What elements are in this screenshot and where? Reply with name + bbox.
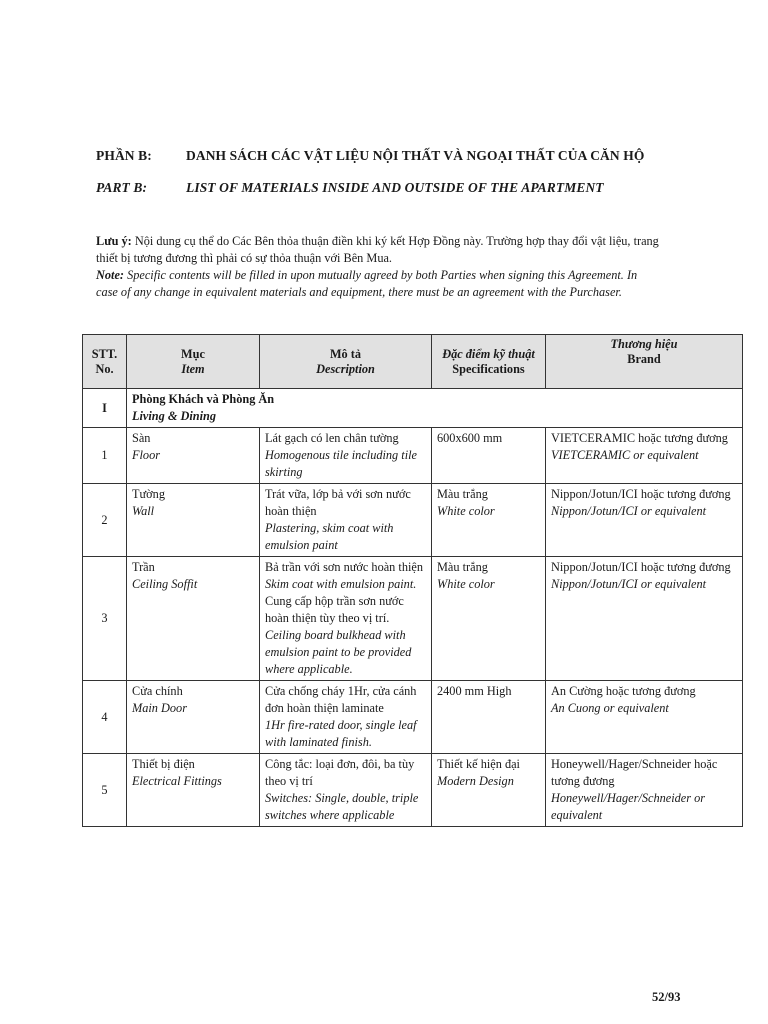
spec-cell: Màu trắng White color bbox=[432, 557, 546, 681]
note-en bbox=[96, 267, 661, 301]
table-row bbox=[83, 428, 743, 484]
spec-cell: 600x600 mm bbox=[432, 428, 546, 484]
table-row bbox=[83, 754, 743, 827]
table-row bbox=[83, 681, 743, 754]
part-title: LIST OF MATERIALS INSIDE AND OUTSIDE OF THE APARTMENT bbox=[186, 180, 604, 195]
row-number: 5 bbox=[83, 754, 127, 827]
table-row bbox=[83, 484, 743, 557]
row-number: 3 bbox=[83, 557, 127, 681]
description-cell: Công tắc: loại đơn, đôi, ba tùy theo vị trí Switches: Single, double, triple switches where applicable bbox=[260, 754, 432, 827]
description-cell: Bả trần với sơn nước hoàn thiện Skim coat with emulsion paint. Cung cấp hộp trần sơn nước hoàn thiện tùy theo vị trí. Ceiling board bulkhead with emulsion paint to be provided where applicable. bbox=[260, 557, 432, 681]
spec-cell: Thiết kế hiện đại Modern Design bbox=[432, 754, 546, 827]
item-cell: Trần Ceiling Soffit bbox=[127, 557, 260, 681]
item-cell: Cửa chính Main Door bbox=[127, 681, 260, 754]
brand-cell: Nippon/Jotun/ICI hoặc tương đương Nippon/Jotun/ICI or equivalent bbox=[546, 557, 743, 681]
brand-cell: Honeywell/Hager/Schneider hoặc tương đương Honeywell/Hager/Schneider or equivalent bbox=[546, 754, 743, 827]
header-description: Mô tả Description bbox=[260, 335, 432, 389]
note-text: Nội dung cụ thể do Các Bên thỏa thuận điền khi ký kết Hợp Đồng này. Trường hợp thay đổi vật liệu, trang thiết bị tương đương thì phải có sự thỏa thuận với Bên Mua. bbox=[96, 234, 659, 265]
item-cell: Tường Wall bbox=[127, 484, 260, 557]
row-number: 1 bbox=[83, 428, 127, 484]
header-stt: STT. No. bbox=[83, 335, 127, 389]
section-title: Phòng Khách và Phòng Ăn Living & Dining bbox=[127, 389, 743, 428]
section-row bbox=[83, 389, 743, 428]
description-cell: Cửa chống cháy 1Hr, cửa cánh đơn hoàn thiện laminate 1Hr fire-rated door, single leaf with laminated finish. bbox=[260, 681, 432, 754]
item-cell: Sàn Floor bbox=[127, 428, 260, 484]
part-label: PHẦN B: bbox=[96, 148, 152, 163]
spec-cell: 2400 mm High bbox=[432, 681, 546, 754]
section-number: I bbox=[83, 389, 127, 428]
brand-cell: Nippon/Jotun/ICI hoặc tương đương Nippon/Jotun/ICI or equivalent bbox=[546, 484, 743, 557]
note-label: Lưu ý: bbox=[96, 234, 132, 248]
table-row bbox=[83, 557, 743, 681]
note-label: Note: bbox=[96, 268, 124, 282]
note-vi bbox=[96, 233, 661, 267]
header-item: Mục Item bbox=[127, 335, 260, 389]
brand-cell: An Cường hoặc tương đương An Cuong or equivalent bbox=[546, 681, 743, 754]
brand-cell: VIETCERAMIC hoặc tương đương VIETCERAMIC or equivalent bbox=[546, 428, 743, 484]
item-cell: Thiết bị điện Electrical Fittings bbox=[127, 754, 260, 827]
header-brand: Thương hiệu Brand bbox=[546, 335, 743, 389]
note-text: Specific contents will be filled in upon mutually agreed by both Parties when signing this Agreement. In case of any change in equivalent materials and equipment, there must be an agreement with the Purchaser. bbox=[96, 268, 638, 299]
description-cell: Trát vữa, lớp bả với sơn nước hoàn thiện Plastering, skim coat with emulsion paint bbox=[260, 484, 432, 557]
header-specifications: Đặc điểm kỹ thuật Specifications bbox=[432, 335, 546, 389]
table-header-row bbox=[83, 335, 743, 389]
description-cell: Lát gạch có len chân tường Homogenous tile including tile skirting bbox=[260, 428, 432, 484]
row-number: 2 bbox=[83, 484, 127, 557]
row-number: 4 bbox=[83, 681, 127, 754]
page-number: 52/93 bbox=[652, 990, 681, 1004]
part-label: PART B: bbox=[96, 180, 148, 195]
materials-table bbox=[82, 334, 743, 827]
spec-cell: Màu trắng White color bbox=[432, 484, 546, 557]
part-title: DANH SÁCH CÁC VẬT LIỆU NỘI THẤT VÀ NGOẠI THẤT CỦA CĂN HỘ bbox=[186, 148, 645, 163]
